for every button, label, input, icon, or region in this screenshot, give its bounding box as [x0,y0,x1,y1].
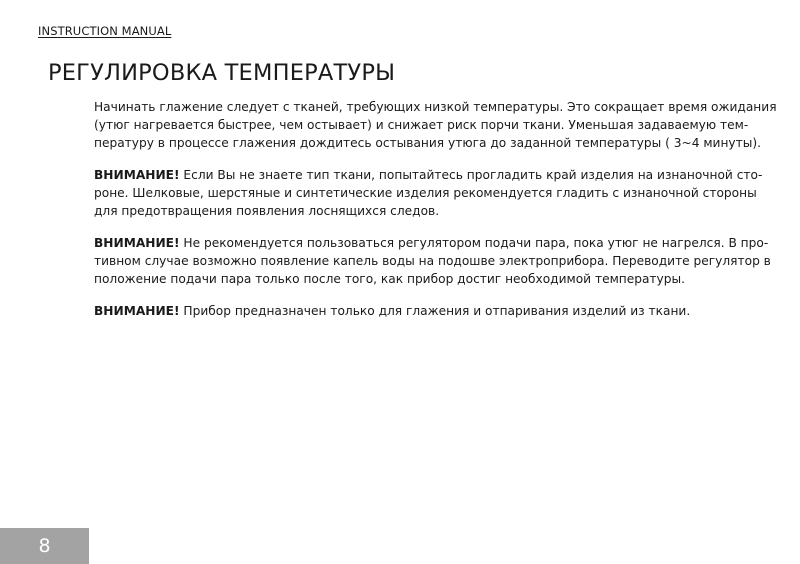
warning-label: ВНИМАНИЕ! [94,168,180,182]
text-line [94,302,734,320]
text-line: положение подачи пара только после того, как прибор достиг необходимой температуры. [94,272,685,286]
text-line [94,166,763,184]
text-line: роне. Шелковые, шерстяные и синтетические изделия рекомендуется гладить с изнаночной стороны [94,186,757,200]
manual-header-label: INSTRUCTION MANUAL [38,24,172,38]
text-line [94,234,769,252]
text-line: тивном случае возможно появление капель воды на подошве электроприбора. Переводите регулятор в [94,254,771,268]
paragraph-warning-usage [94,302,734,320]
warning-label: ВНИМАНИЕ! [94,304,180,318]
paragraph-warning-steam [94,234,771,288]
instructions-body [94,98,777,334]
page-title: РЕГУЛИРОВКА ТЕМПЕРАТУРЫ [48,60,396,86]
warning-label: ВНИМАНИЕ! [94,236,180,250]
warning-text: Прибор предназначен только для глажения и отпаривания изделий из ткани. [179,304,691,318]
paragraph-warning-fabric [94,166,763,220]
text-line: пературу в процессе глажения дождитесь остывания утюга до заданной температуры ( 3~4 минуты). [94,136,761,150]
text-line: (утюг нагревается быстрее, чем остывает) и снижает риск порчи ткани. Уменьшая задаваемую тем- [94,118,749,132]
warning-text: Не рекомендуется пользоваться регулятором подачи пара, пока утюг не нагрелся. В про- [179,236,769,250]
paragraph-ironing-order [94,98,777,152]
warning-text: Если Вы не знаете тип ткани, попытайтесь прогладить край изделия на изнаночной сто- [179,168,763,182]
text-line: Начинать глажение следует с тканей, требующих низкой температуры. Это сокращает время ожидания [94,100,777,114]
page-number-tab: 8 [0,528,89,564]
text-line: для предотвращения появления лоснящихся следов. [94,204,440,218]
